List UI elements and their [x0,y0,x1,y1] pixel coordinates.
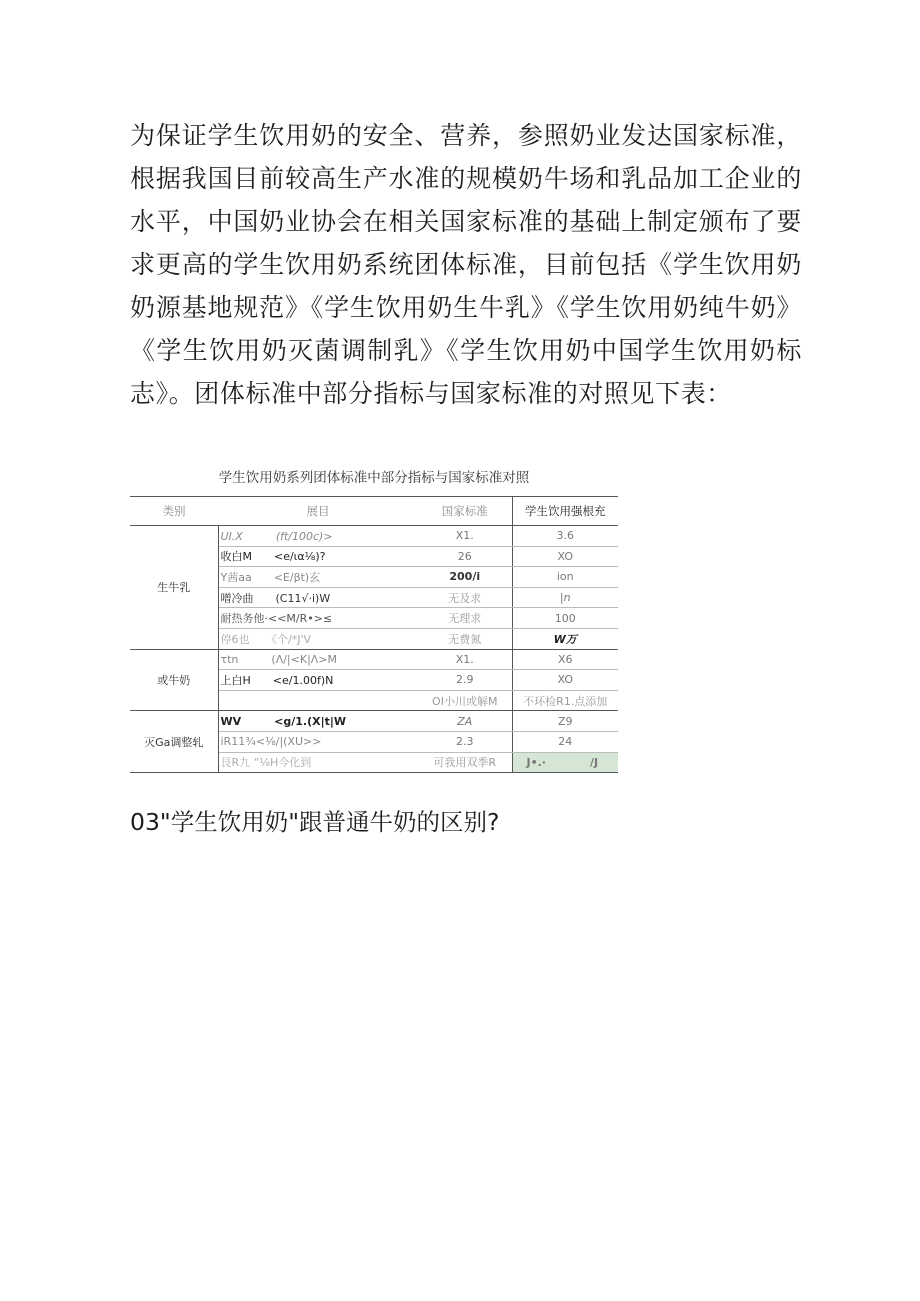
national-value-cell: 可我用双季R [418,752,512,773]
category-cell: 灭Ga调整轧 [130,711,218,773]
national-value-cell: ZA [418,711,512,732]
item-cell: 收白M <e/ια⅛)? [218,546,418,567]
category-cell: 或牛奶 [130,649,218,711]
table-caption: 学生饮用奶系列团体标准中部分指标与国家标准对照 [218,470,530,486]
table-row [130,649,618,670]
item-cell: WV <g/1.(X|t|W [218,711,418,732]
national-value-cell: 26 [418,546,512,567]
national-value-cell: OI小川或解M [418,690,512,711]
header-category: 类别 [130,497,218,526]
section-heading: 03"学生饮用奶"跟普通牛奶的区别? [130,808,500,836]
national-value-cell: 无理求 [418,608,512,629]
item-cell: τtn (Λ/|<K|Λ>M [218,649,418,670]
student-value-cell: |n [512,587,618,608]
header-national-standard: 国家标准 [418,497,512,526]
item-cell [218,690,418,711]
category-cell: 生牛乳 [130,526,218,650]
item-cell: 耐热务他·<<M/R•>≤ [218,608,418,629]
header-item: 展目 [218,497,418,526]
national-value-cell: X1. [418,649,512,670]
header-student-milk-standard: 学生饮用强根充 [512,497,618,526]
student-value-cell: W万 [512,628,618,649]
student-value-cell: 100 [512,608,618,629]
national-value-cell: 2.9 [418,670,512,691]
national-value-cell: 无费氮 [418,628,512,649]
item-cell: iR11¾<⅛/|(XU>> [218,731,418,752]
student-value-cell: X6 [512,649,618,670]
student-value-cell: Z9 [512,711,618,732]
student-value-cell: ion [512,567,618,588]
student-value-cell: XO [512,670,618,691]
item-cell: 噌冷曲 (C11√·i)W [218,587,418,608]
standards-comparison-table [130,496,618,773]
student-value-cell: 3.6 [512,526,618,547]
national-value-cell: 2.3 [418,731,512,752]
national-value-cell: 200/i [418,567,512,588]
national-value-cell: X1. [418,526,512,547]
item-cell: UI.X (ft/100c)> [218,526,418,547]
item-cell: 停6也 《个/*J'V [218,628,418,649]
item-cell: 艮R九 “⅛H今化到 [218,752,418,773]
intro-paragraph: 为保证学生饮用奶的安全、营养，参照奶业发达国家标准，根据我国目前较高生产水准的规模奶牛场和乳品加工企业的水平，中国奶业协会在相关国家标准的基础上制定颁布了要求更高的学生饮用奶系统团体标准，目前包括《学生饮用奶奶源基地规范》《学生饮用奶生牛乳》《学生饮用奶纯牛奶》《学生饮用奶灭菌调制乳》《学生饮用奶中国学生饮用奶标志》。团体标准中部分指标与国家标准的对照见下表： [130,121,802,408]
national-value-cell: 无及求 [418,587,512,608]
student-value-cell: 不环检R1.点添加 [512,690,618,711]
student-value-cell: XO [512,546,618,567]
student-value-cell: 24 [512,731,618,752]
student-value-cell: J•.· /J [512,752,618,773]
table-header-row [130,497,618,526]
item-cell: Y茜aa <E/βt)玄 [218,567,418,588]
item-cell: 上白H <e/1.00f)N [218,670,418,691]
table-row [130,526,618,547]
table-row [130,711,618,732]
